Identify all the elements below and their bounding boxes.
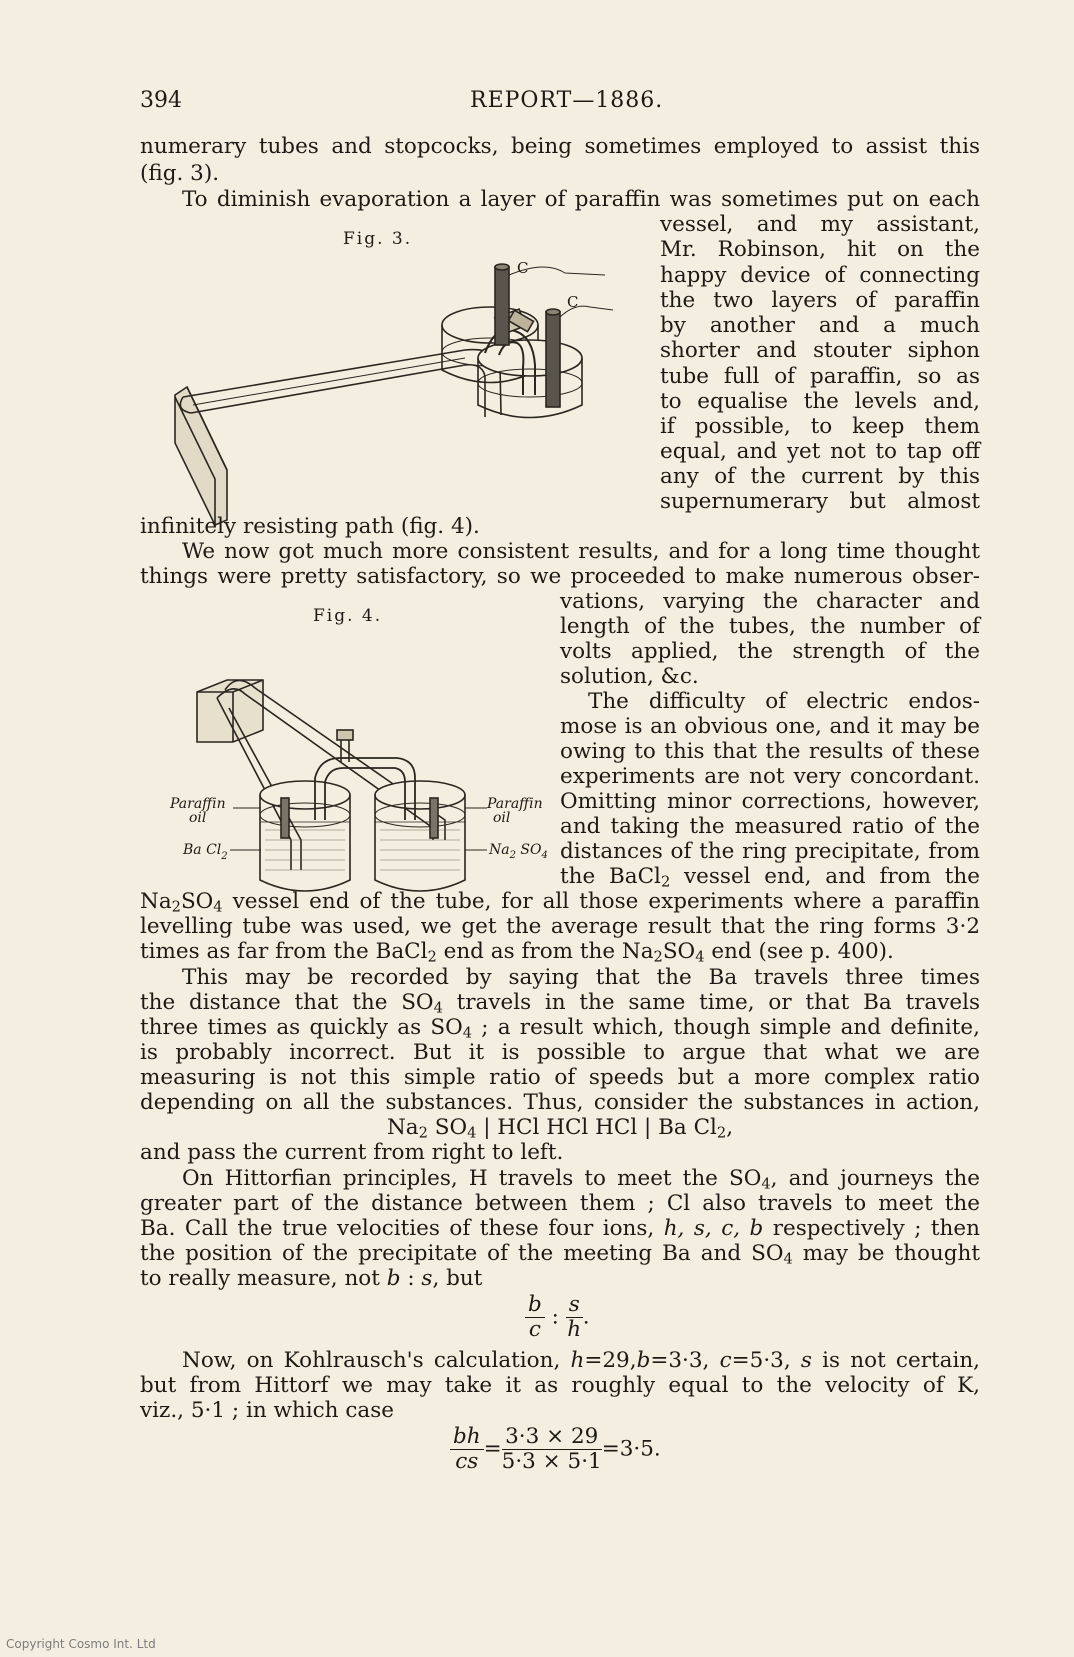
text-line: Omitting minor corrections, however, bbox=[560, 789, 980, 814]
fig4-caption: Fig. 4. bbox=[313, 606, 383, 626]
fig4-label-paraffin-left-2: oil bbox=[189, 810, 207, 826]
text-line: numerary tubes and stopcocks, being sometimes employed to assist this bbox=[140, 134, 980, 159]
text-line: mose is an obvious one, and it may be bbox=[560, 714, 980, 739]
text-line: three times as quickly as $SO_4$ ; a result which, though simple and definite, bbox=[140, 1015, 980, 1042]
text-line: the distance that the $SO_4$ travels in the same time, or that Ba travels bbox=[140, 990, 980, 1017]
text-line: On Hittorfian principles, H travels to meet the $SO_4$, and journeys the bbox=[182, 1166, 980, 1193]
formula-result: $\frac{bh}{cs}$ = $\frac{3\cdot 3 \times 29}{5\cdot 3 \times 5\cdot 1}$ =3·5. bbox=[450, 1425, 661, 1474]
text-line: the position of the precipitate of the meeting Ba and $SO_4$ may be thought bbox=[140, 1241, 980, 1268]
text-line: (fig. 3). bbox=[140, 161, 220, 186]
text-line: To diminish evaporation a layer of paraffin was sometimes put on each bbox=[182, 187, 980, 212]
text-line: to really measure, not b : s, but bbox=[140, 1266, 483, 1291]
text-line: and pass the current from right to left. bbox=[140, 1140, 564, 1165]
text-line: if possible, to keep them bbox=[660, 414, 980, 439]
running-header bbox=[140, 88, 980, 120]
text-line: volts applied, the strength of the bbox=[560, 639, 980, 664]
text-line: greater part of the distance between them ; Cl also travels to meet the bbox=[140, 1191, 980, 1216]
fig4-label-na2so4: $Na_2$ $SO_4$ bbox=[489, 842, 548, 861]
text-line: happy device of connecting bbox=[660, 263, 980, 288]
text-line: Mr. Robinson, hit on the bbox=[660, 237, 980, 262]
text-line: levelling tube was used, we get the average result that the ring forms 3·2 bbox=[140, 914, 980, 939]
text-line: by another and a much bbox=[660, 313, 980, 338]
formula-ratio: $\frac{b}{c}$ : $\frac{s}{h}$ . bbox=[525, 1293, 590, 1342]
fig4-label-paraffin-left-1: Paraffin bbox=[170, 796, 226, 812]
text-line: Now, on Kohlrausch's calculation, h=29,b=3·3, c=5·3, s is not certain, bbox=[182, 1348, 980, 1373]
text-line: We now got much more consistent results, and for a long time thought bbox=[182, 539, 980, 564]
text-line: shorter and stouter siphon bbox=[660, 338, 980, 363]
text-line: measuring is not this simple ratio of speeds but a more complex ratio bbox=[140, 1065, 980, 1090]
text-line: depending on all the substances. Thus, consider the substances in action, bbox=[140, 1090, 980, 1115]
text-line: times as far from the BaCl$_2$ end as from the $Na_2SO_4$ end (see p. 400). bbox=[140, 939, 894, 966]
text-line: the two layers of paraffin bbox=[660, 288, 980, 313]
text-line: but from Hittorf we may take it as roughly equal to the velocity of K, bbox=[140, 1373, 980, 1398]
text-line: $Na_2SO_4$ vessel end of the tube, for all those experiments where a paraffin bbox=[140, 889, 980, 916]
fig4-label-paraffin-right-1: Paraffin bbox=[487, 796, 543, 812]
equation-line: $Na_2$ $SO_4$ | HCl HCl HCl | Ba $Cl_2$, bbox=[386, 1115, 734, 1142]
page-number: 394 bbox=[140, 88, 182, 113]
copyright-watermark: Copyright Cosmo Int. Ltd bbox=[6, 1637, 156, 1651]
text-line: any of the current by this bbox=[660, 464, 980, 489]
text-line: Ba. Call the true velocities of these four ions, h, s, c, b respectively ; then bbox=[140, 1216, 980, 1241]
text-line: viz., 5·1 ; in which case bbox=[140, 1398, 394, 1423]
text-line: distances of the ring precipitate, from bbox=[560, 839, 980, 864]
fig3-illustration bbox=[165, 255, 615, 520]
text-line: owing to this that the results of these bbox=[560, 739, 980, 764]
fig3-label-c2: C bbox=[567, 293, 579, 311]
fig3-label-c1: C bbox=[517, 259, 529, 277]
text-line: experiments are not very concordant. bbox=[560, 764, 980, 789]
text-line: is probably incorrect. But it is possible to argue that what we are bbox=[140, 1040, 980, 1065]
text-line: tube full of paraffin, so as bbox=[660, 364, 980, 389]
fig3-caption: Fig. 3. bbox=[343, 229, 413, 249]
text-line: supernumerary but almost bbox=[660, 489, 980, 514]
text-line: infinitely resisting path (fig. 4). bbox=[140, 514, 480, 539]
text-line: This may be recorded by saying that the Ba travels three times bbox=[182, 965, 980, 990]
text-line: equal, and yet not to tap off bbox=[660, 439, 980, 464]
text-line: to equalise the levels and, bbox=[660, 389, 980, 414]
fig4-label-paraffin-right-2: oil bbox=[493, 810, 511, 826]
text-line: vations, varying the character and bbox=[560, 589, 980, 614]
text-line: length of the tubes, the number of bbox=[560, 614, 980, 639]
text-line: solution, &c. bbox=[560, 664, 699, 689]
running-title: REPORT—1886. bbox=[470, 88, 664, 113]
fig4-label-bacl2: Ba $Cl_2$ bbox=[183, 842, 228, 862]
text-line: The difficulty of electric endos- bbox=[588, 689, 980, 714]
text-line: things were pretty satisfactory, so we proceeded to make numerous obser- bbox=[140, 564, 980, 589]
text-line: vessel, and my assistant, bbox=[660, 212, 980, 237]
text-line: and taking the measured ratio of the bbox=[560, 814, 980, 839]
text-line: the BaCl$_2$ vessel end, and from the bbox=[560, 864, 980, 891]
